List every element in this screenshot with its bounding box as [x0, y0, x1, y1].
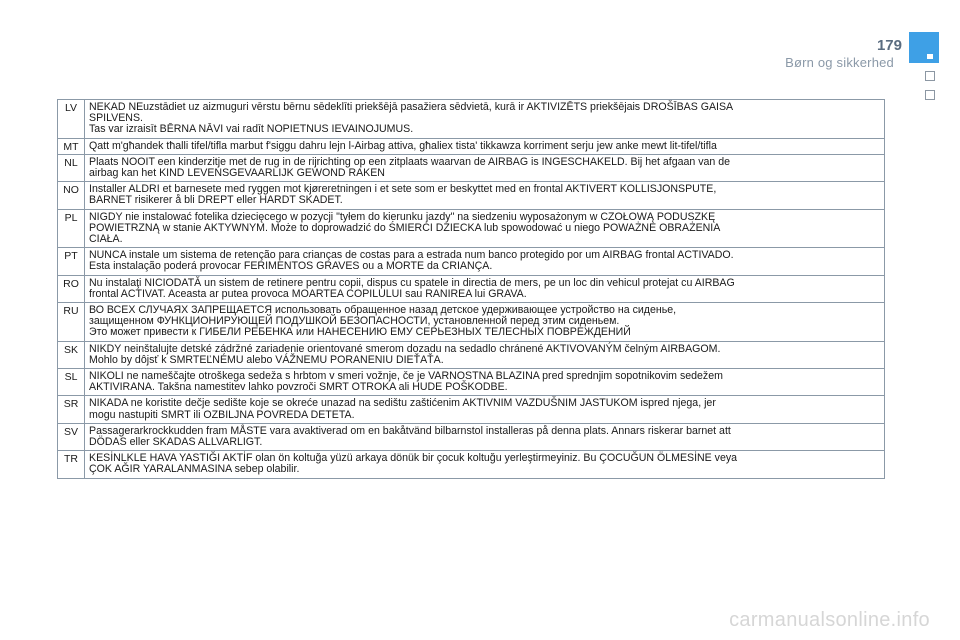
table-row: [58, 100, 884, 138]
language-code: SL: [58, 369, 85, 395]
warning-text: NEKAD NEuzstādiet uz aizmuguri vērstu bērnu sēdeklīti priekšējā pasažiera sēdvietā, kurā ir AKTIVIZĒTS priekšējais DROŠĪBAS GAISA SPILVENS. Tas var izraisīt BĒRNA NĀVI vai radīt NOPIETNUS IEVAINOJUMUS.: [89, 101, 734, 136]
chapter-tab[interactable]: [925, 71, 935, 81]
warning-language-table: [57, 99, 885, 479]
warning-text: NIKOLI ne nameščajte otroškega sedeža s hrbtom v smeri vožnje, če je VARNOSTNA BLAZINA pred sprednjim sopotnikovim sedežem AKTIVIRANA. Takšna namestitev lahko povzroči SMRT OTROKA ali HUDE POŠKODBE.: [89, 370, 723, 394]
chapter-tab-active[interactable]: [909, 32, 939, 63]
language-code: NL: [58, 155, 85, 181]
page-number: 179: [876, 37, 902, 54]
watermark: carmanualsonline.info: [729, 609, 930, 631]
language-code: RO: [58, 276, 85, 302]
language-code: PT: [58, 248, 85, 274]
table-row: [58, 341, 884, 368]
language-code: LV: [58, 100, 85, 138]
language-code: SR: [58, 396, 85, 422]
section-title: Børn og sikkerhed: [785, 55, 894, 70]
language-code: MT: [58, 139, 85, 154]
table-row: [58, 423, 884, 450]
warning-text: Installer ALDRI et barnesete med ryggen mot kjøreretningen i et sete som er beskyttet med en frontal AKTIVERT KOLLISJONSPUTE, BARNET risikerer å bli DREPT eller HARDT SKADET.: [89, 183, 717, 207]
warning-text: NIKDY neinštalujte detské zádržné zariadenie orientované smerom dozadu na sedadlo chránené AKTIVOVANÝM čelným AIRBAGOM. Mohlo by dôjsť k SMRTEĽNÉMU alebo VÁŽNEMU PORANENIU DIEŤAŤA.: [89, 342, 721, 366]
table-row: [58, 154, 884, 181]
table-row: [58, 209, 884, 248]
warning-text: KESİNLKLE HAVA YASTIĞI AKTİF olan ön koltuğa yüzü arkaya dönük bir çocuk koltuğu yerleştirmeyiniz. Bu ÇOCUĞUN ÖLMESİNE veya ÇOK AĞIR YARALANMASINA sebep olabilir.: [89, 452, 738, 476]
chapter-tab[interactable]: [925, 90, 935, 100]
warning-text: ВО ВСЕХ СЛУЧАЯХ ЗАПРЕЩАЕТСЯ использовать обращенное назад детское удерживающее устройство на сиденье, защищенном ФУНКЦИОНИРУЮЩЕЙ ПОДУШКОЙ БЕЗОПАСНОСТИ, установленной перед этим сиденьем. Это может привести к ГИБЕЛИ РЕБЕНКА или НАНЕСЕНИЮ ЕМУ СЕРЬЕЗНЫХ ТЕЛЕСНЫХ ПОВРЕЖДЕНИЙ: [89, 304, 677, 339]
table-row: [58, 247, 884, 274]
table-row: [58, 368, 884, 395]
warning-text: Qatt m'għandek tħalli tifel/tifla marbut f'siggu dahru lejn l-Airbag attiva, għaliex tista' tikkawza korriment serju jew anke mewt lit-tifel/tifla: [89, 139, 717, 152]
language-code: SK: [58, 342, 85, 368]
table-row: [58, 302, 884, 341]
table-row: [58, 275, 884, 302]
table-row: [58, 181, 884, 208]
warning-text: Plaats NOOIT een kinderzitje met de rug in de rijrichting op een zitplaats waarvan de AIRBAG is INGESCHAKELD. Bij het afgaan van de airbag kan het KIND LEVENSGEVAARLIJK GEWOND RAKEN: [89, 155, 731, 180]
language-code: RU: [58, 303, 85, 341]
table-row: [58, 395, 884, 422]
table-row: [58, 450, 884, 477]
warning-text: Passagerarkrockkudden fram MÅSTE vara avaktiverad om en bakåtvänd bilbarnstol installeras på denna plats. Annars riskerar barnet att DÖDAS eller SKADAS ALLVARLIGT.: [89, 424, 731, 449]
table-row: [58, 138, 884, 154]
language-code: TR: [58, 451, 85, 477]
language-code: SV: [58, 424, 85, 450]
tab-notch: [927, 54, 933, 59]
warning-text: Nu instalaţi NICIODATĂ un sistem de retinere pentru copii, dispus cu spatele in directia de mers, pe un loc din vehicul protejat cu AIRBAG frontal ACTIVAT. Aceasta ar putea provoca MOARTEA COPILULUI sau RANIREA lui GRAVA.: [89, 276, 735, 300]
language-code: NO: [58, 182, 85, 208]
warning-text: NIKADA ne koristite dečje sedište koje se okreće unazad na sedištu zaštićenim AKTIVNIM VAZDUŠNIM JASTUKOM ispred njega, jer mogu nastupiti SMRT ili OZBILJNA POVREDA DETETA.: [89, 397, 716, 421]
warning-text: NUNCA instale um sistema de retenção para crianças de costas para a estrada num banco protegido por um AIRBAG frontal ACTIVADO. Esta instalação poderá provocar FERIMENTOS GRAVES ou a MORTE da CRIANÇA.: [89, 249, 734, 273]
language-code: PL: [58, 210, 85, 248]
warning-text: NIGDY nie instalować fotelika dziecięcego w pozycji "tyłem do kierunku jazdy" na siedzeniu wyposażonym w CZOŁOWĄ PODUSZKĘ POWIETRZNĄ w stanie AKTYWNYM. Może to doprowadzić do ŚMIERCI DZIECKA lub spowodować u niego POWAŻNE OBRAŻENIA CIAŁA.: [89, 210, 721, 246]
